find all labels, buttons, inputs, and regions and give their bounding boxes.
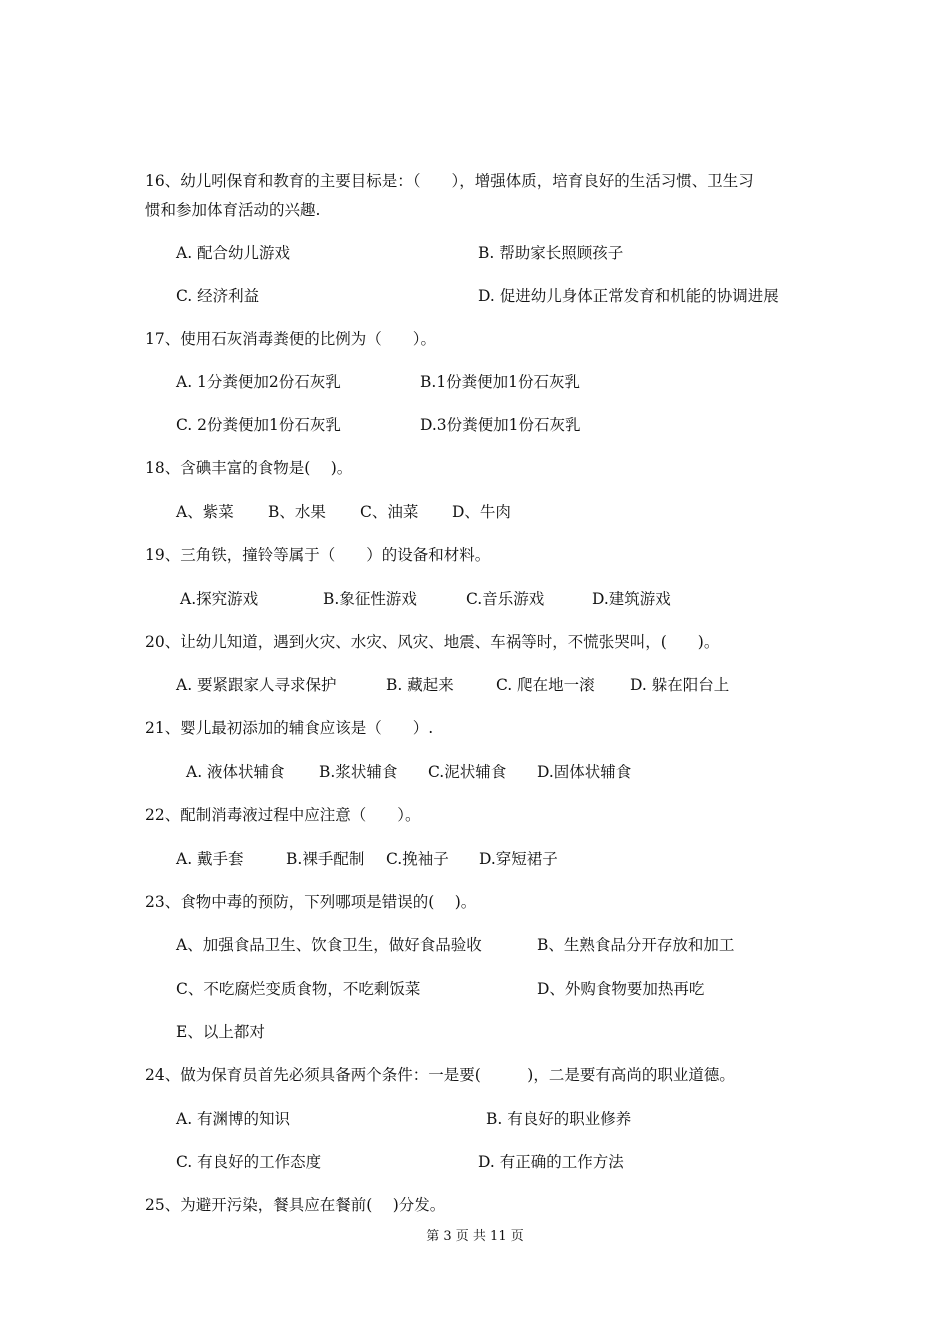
question-23-option-b: B、生熟食品分开存放和加工: [537, 936, 735, 954]
question-16-stem-line2: 惯和参加体育活动的兴趣.: [145, 201, 321, 219]
question-24-option-d: D. 有正确的工作方法: [478, 1153, 624, 1171]
question-18-option-c: C、油菜: [360, 503, 419, 521]
question-16-option-c: C. 经济利益: [176, 287, 260, 305]
question-20-option-d: D. 躲在阳台上: [630, 676, 730, 694]
question-18-option-d: D、牛肉: [452, 503, 511, 521]
question-17-option-a: A. 1分粪便加2份石灰乳: [176, 373, 341, 391]
question-17-stem: 17、使用石灰消毒粪便的比例为（ ）。: [145, 330, 436, 348]
question-23-stem: 23、食物中毒的预防，下列哪项是错误的( )。: [145, 893, 477, 911]
question-24-option-b: B. 有良好的职业修养: [486, 1110, 632, 1128]
question-20-stem: 20、让幼儿知道，遇到火灾、水灾、风灾、地震、车祸等时，不慌张哭叫，( )。: [145, 633, 720, 651]
question-21-option-b: B.浆状辅食: [319, 763, 398, 781]
question-25-stem: 25、为避开污染，餐具应在餐前( )分发。: [145, 1196, 446, 1214]
question-23-option-d: D、外购食物要加热再吃: [537, 980, 705, 998]
question-18-stem: 18、含碘丰富的食物是( )。: [145, 459, 353, 477]
question-22-stem: 22、配制消毒液过程中应注意（ ）。: [145, 806, 421, 824]
question-20-option-b: B. 藏起来: [386, 676, 454, 694]
question-22-option-b: B.裸手配制: [286, 850, 365, 868]
question-19-option-b: B.象征性游戏: [323, 590, 417, 608]
question-16-option-a: A. 配合幼儿游戏: [176, 244, 291, 262]
question-19-option-a: A.探究游戏: [180, 590, 259, 608]
question-21-stem: 21、婴儿最初添加的辅食应该是（ ）.: [145, 719, 434, 737]
question-23-option-a: A、加强食品卫生、饮食卫生，做好食品验收: [176, 936, 482, 954]
question-22-option-c: C.挽袖子: [386, 850, 449, 868]
question-19-option-c: C.音乐游戏: [466, 590, 545, 608]
question-21-option-a: A. 液体状辅食: [186, 763, 285, 781]
question-21-option-d: D.固体状辅食: [537, 763, 632, 781]
question-17-option-d: D.3份粪便加1份石灰乳: [420, 416, 581, 434]
question-22-option-d: D.穿短裙子: [479, 850, 558, 868]
question-18-option-a: A、紫菜: [176, 503, 234, 521]
question-22-option-a: A. 戴手套: [176, 850, 244, 868]
question-24-option-c: C. 有良好的工作态度: [176, 1153, 322, 1171]
question-23-option-c: C、不吃腐烂变质食物，不吃剩饭菜: [176, 980, 421, 998]
question-16-option-d: D. 促进幼儿身体正常发育和机能的协调进展: [478, 287, 779, 305]
question-21-option-c: C.泥状辅食: [428, 763, 507, 781]
question-20-option-c: C. 爬在地一滚: [496, 676, 595, 694]
question-24-option-a: A. 有渊博的知识: [176, 1110, 291, 1128]
question-16-option-b: B. 帮助家长照顾孩子: [478, 244, 624, 262]
question-19-stem: 19、三角铁，撞铃等属于（ ）的设备和材料。: [145, 546, 491, 564]
question-17-option-c: C. 2份粪便加1份石灰乳: [176, 416, 341, 434]
question-23-option-e: E、以上都对: [176, 1023, 265, 1041]
page-footer: 第 3 页 共 11 页: [426, 1229, 524, 1244]
question-17-option-b: B.1份粪便加1份石灰乳: [420, 373, 581, 391]
question-20-option-a: A. 要紧跟家人寻求保护: [176, 676, 337, 694]
question-16-stem-line1: 16、幼儿吲保育和教育的主要目标是：（ ），增强体质，培育良好的生活习惯、卫生习: [145, 172, 754, 190]
question-18-option-b: B、水果: [268, 503, 326, 521]
question-19-option-d: D.建筑游戏: [592, 590, 671, 608]
question-24-stem: 24、做为保育员首先必须具备两个条件：一是要( )，二是要有高尚的职业道德。: [145, 1066, 735, 1084]
